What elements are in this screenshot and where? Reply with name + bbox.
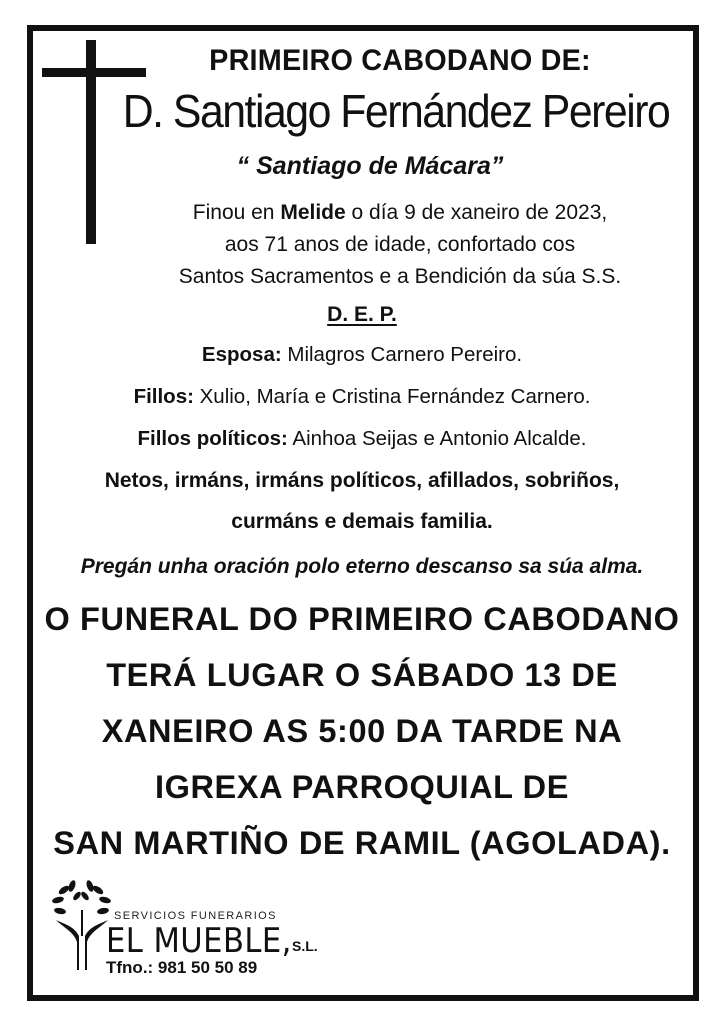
inlaws-label: Fillos políticos: (137, 427, 288, 450)
death-info-line-2: aos 71 anos de idade, confortado cos (224, 233, 576, 256)
family-others-line-1: Netos, irmáns, irmáns políticos, afillados, sobriños, (104, 469, 620, 492)
company-suffix: S.L. (292, 938, 318, 954)
death-info-line-3: Santos Sacramentos e a Bendición da súa S.S. (178, 265, 622, 288)
death-date: o día 9 de xaneiro de 2023, (345, 201, 608, 224)
prayer-request: Pregán unha oración polo eterno descanso sa súa alma. (80, 555, 644, 578)
company-tagline: SERVICIOS FUNERARIOS (114, 910, 277, 922)
inlaws-value: Ainhoa Seijas e Antonio Alcalde. (287, 427, 587, 450)
spouse-label: Esposa: (201, 343, 282, 366)
funeral-line-2: TERÁ LUGAR O SÁBADO 13 DE (106, 657, 618, 693)
death-info-line-1 (150, 201, 650, 225)
deceased-name: D. Santiago Fernández Pereiro (122, 85, 670, 137)
family-others-line-2: curmáns e demais familia. (231, 510, 493, 533)
company-logo (50, 880, 330, 980)
company-phone: Tfno.: 981 50 50 89 (106, 958, 258, 977)
death-info-prefix: Finou en (192, 201, 281, 224)
cross-horizontal-bar (42, 68, 146, 77)
death-place: Melide (280, 201, 346, 224)
funeral-line-5: SAN MARTIÑO DE RAMIL (AGOLADA). (53, 825, 671, 861)
dep-heading: D. E. P. (327, 303, 397, 326)
family-children (0, 385, 724, 409)
funeral-line-1: O FUNERAL DO PRIMEIRO CABODANO (44, 601, 680, 637)
deceased-nickname: “ Santiago de Mácara” (236, 152, 504, 180)
family-inlaws (0, 427, 724, 451)
spouse-value: Milagros Carnero Pereiro. (281, 343, 523, 366)
children-value: Xulio, María e Cristina Fernández Carnero. (193, 385, 591, 408)
cross-icon (42, 40, 146, 244)
children-label: Fillos: (133, 385, 194, 408)
family-spouse (0, 343, 724, 367)
notice-title: PRIMEIRO CABODANO DE: (209, 44, 591, 77)
funeral-line-4: IGREXA PARROQUIAL DE (154, 769, 570, 805)
funeral-line-3: XANEIRO AS 5:00 DA TARDE NA (101, 713, 623, 749)
company-name: EL MUEBLE, (106, 921, 292, 961)
